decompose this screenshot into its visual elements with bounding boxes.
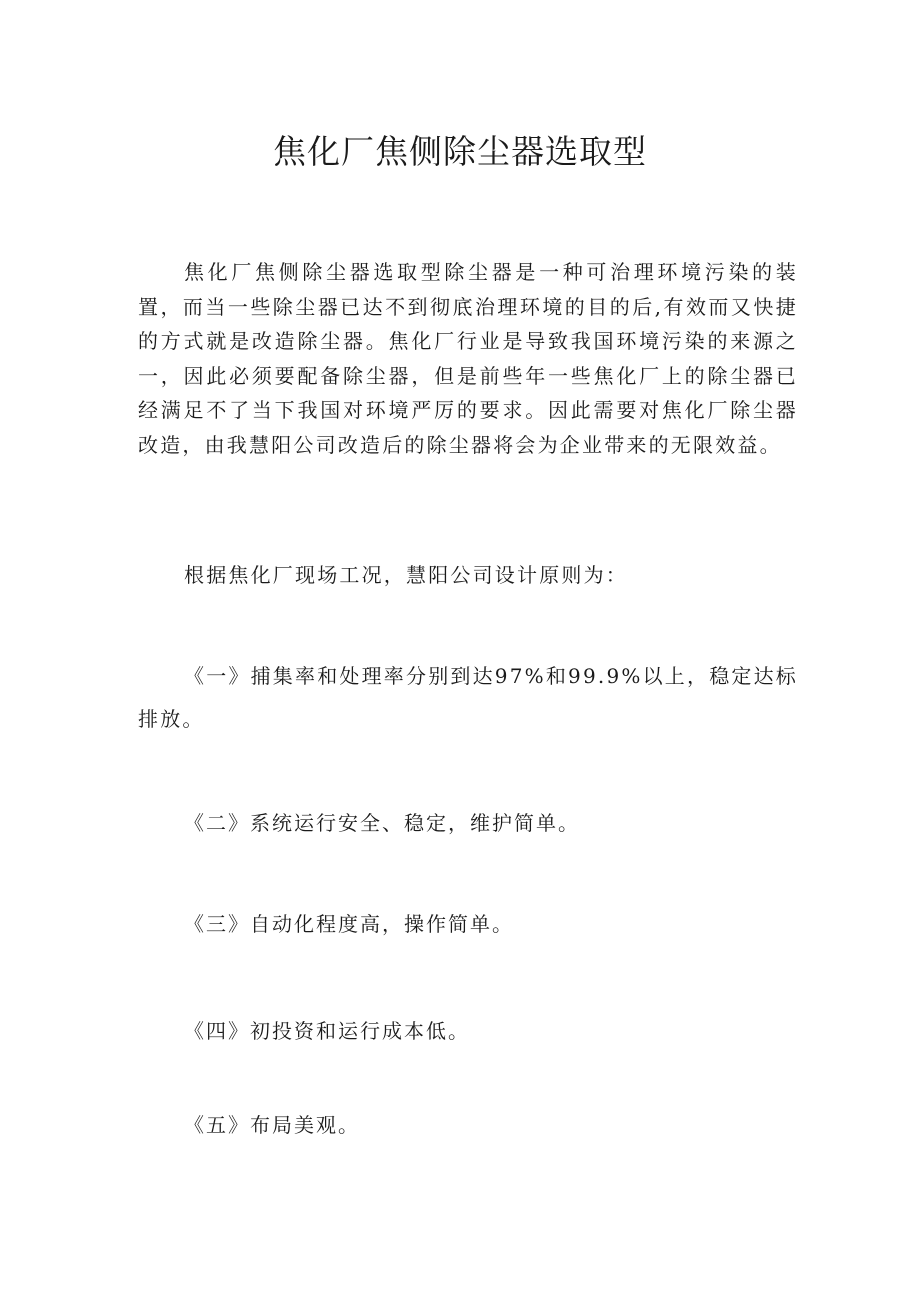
principles-intro: 根据焦化厂现场工况，慧阳公司设计原则为： — [184, 563, 628, 587]
principle-item-4: 《四》初投资和运行成本低。 — [184, 1019, 470, 1043]
principle-item-2: 《二》系统运行安全、稳定，维护简单。 — [184, 811, 580, 835]
principle-item-5: 《五》布局美观。 — [184, 1113, 360, 1137]
document-title: 焦化厂焦侧除尘器选取型 — [273, 132, 647, 171]
intro-paragraph: 焦化厂焦侧除尘器选取型除尘器是一种可治理环境污染的装置，而当一些除尘器已达不到彻底治理环境的目的后,有效而又快捷的方式就是改造除尘器。焦化厂行业是导致我国环境污染的来源之一，因此必须要配备除尘器，但是前些年一些焦化厂上的除尘器已经满足不了当下我国对环境严厉的要求。因此需要对焦化厂除尘器改造，由我慧阳公司改造后的除尘器将会为企业带来的无限效益。 — [138, 260, 798, 457]
principle-item-1: 《一》捕集率和处理率分别到达97%和99.9%以上，稳定达标排放。 — [138, 664, 798, 731]
principle-item-3: 《三》自动化程度高，操作简单。 — [184, 912, 514, 936]
